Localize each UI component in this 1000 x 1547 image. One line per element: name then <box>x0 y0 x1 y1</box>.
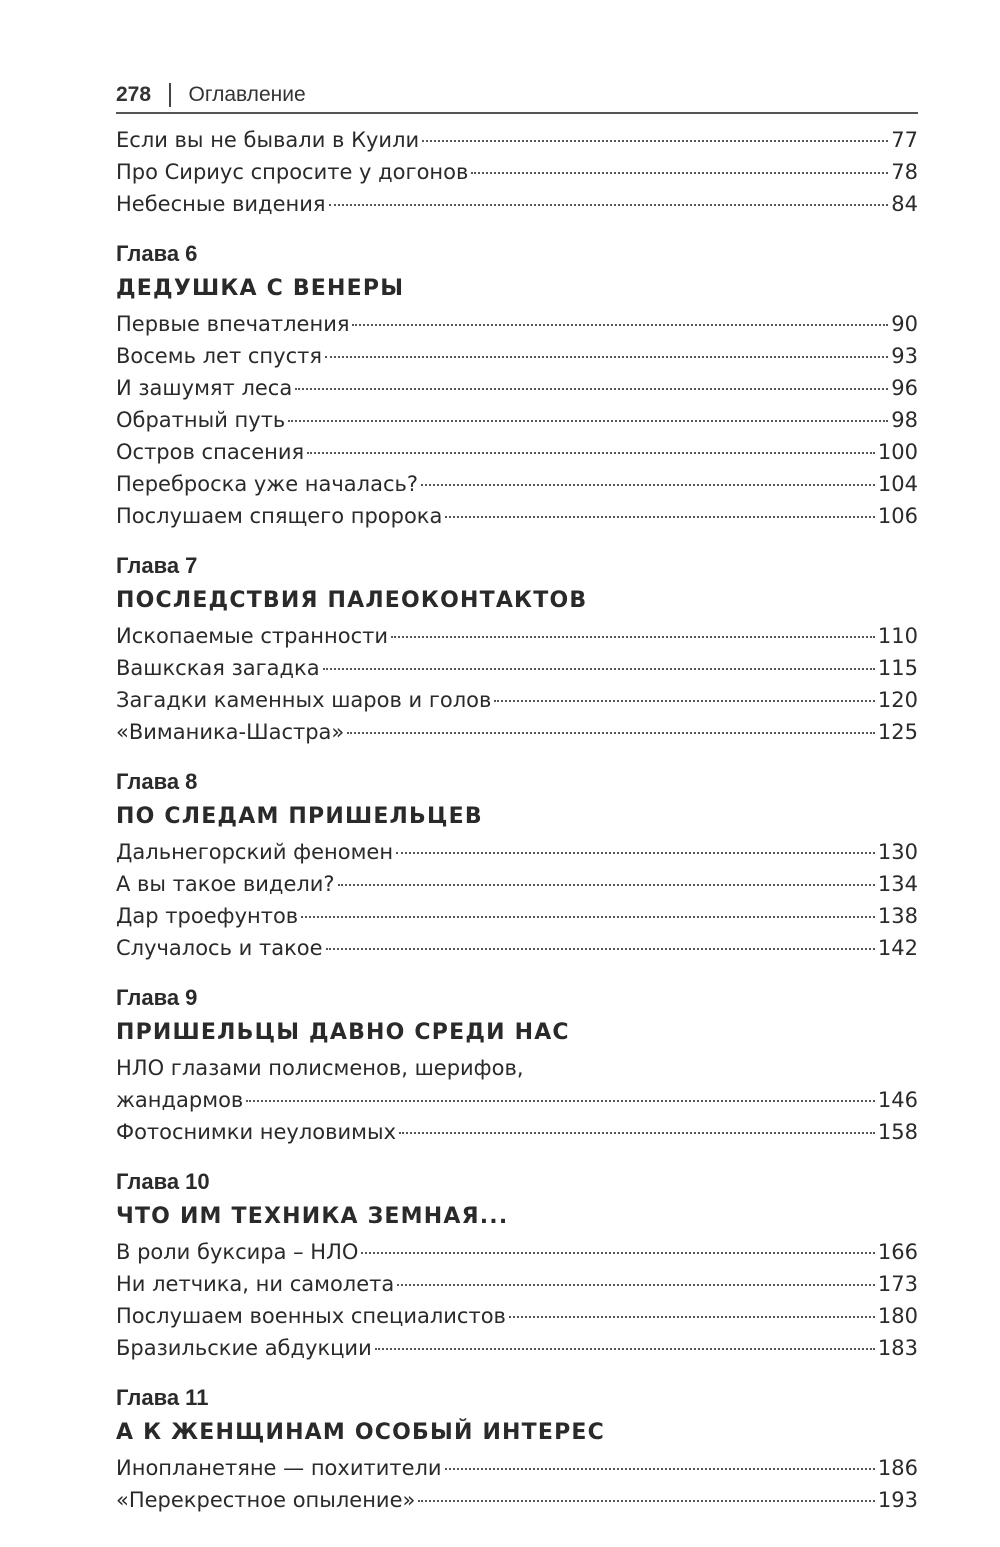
toc-entry-title: Ископаемые странности <box>116 624 389 648</box>
toc-entry <box>116 308 918 340</box>
dot-leader <box>325 356 888 358</box>
toc-entry-title: В роли буксира – НЛО <box>116 1240 359 1264</box>
header-rule <box>116 112 918 114</box>
toc-entry-title: Обратный путь <box>116 408 286 432</box>
toc-entry-title: Загадки каменных шаров и голов <box>116 688 492 712</box>
toc-entry <box>116 1236 918 1268</box>
toc-entry <box>116 1332 918 1364</box>
toc-entry-title: Восемь лет спустя <box>116 344 322 368</box>
toc-entry-title: А вы такое видели? <box>116 872 335 896</box>
section-title: Оглавление <box>188 83 306 106</box>
header-separator <box>169 83 171 107</box>
toc-entry <box>116 1116 918 1148</box>
toc-entry <box>116 404 918 436</box>
toc-entry-page: 106 <box>877 504 918 528</box>
toc-entry-title: Ни летчика, ни самолета <box>116 1272 395 1296</box>
toc-entry-page: 138 <box>877 904 918 928</box>
dot-leader <box>375 1348 875 1350</box>
chapter-title: А К ЖЕНЩИНАМ ОСОБЫЙ ИНТЕРЕС <box>116 1420 606 1445</box>
toc-entry-title: Послушаем военных специалистов <box>116 1304 506 1328</box>
toc-entry-page: 77 <box>891 128 918 152</box>
toc-entry-title: Случалось и такое <box>116 936 323 960</box>
toc-entry-page: 186 <box>877 1456 918 1480</box>
toc-entry-title: Про Сириус спросите у догонов <box>116 160 469 184</box>
toc-entry-title: «Перекрестное опыление» <box>116 1488 416 1512</box>
dot-leader <box>361 1252 874 1254</box>
toc-entry <box>116 900 918 932</box>
dot-leader <box>352 324 888 326</box>
toc-entry-title: Первые впечатления <box>116 312 350 336</box>
toc-entry-title: жандармов <box>116 1088 244 1112</box>
toc-entry <box>116 868 918 900</box>
toc-entry <box>116 468 918 500</box>
toc-entry <box>116 188 918 220</box>
chapter-label: Глава 7 <box>116 553 198 578</box>
dot-leader <box>338 884 875 886</box>
dot-leader <box>399 1132 875 1134</box>
toc-entry-page: 134 <box>877 872 918 896</box>
toc-entry-page: 93 <box>891 344 918 368</box>
toc-entry-page: 96 <box>891 376 918 400</box>
toc-entry-page: 115 <box>877 656 918 680</box>
toc-entry <box>116 372 918 404</box>
toc-entry <box>116 932 918 964</box>
toc-entry-page: 193 <box>877 1488 918 1512</box>
dot-leader <box>301 916 875 918</box>
toc-entry <box>116 836 918 868</box>
dot-leader <box>246 1100 875 1102</box>
toc-entry <box>116 1300 918 1332</box>
dot-leader <box>494 700 875 702</box>
chapter-title: ПОСЛЕДСТВИЯ ПАЛЕОКОНТАКТОВ <box>116 588 588 613</box>
toc-entry-page: 90 <box>891 312 918 336</box>
dot-leader <box>422 140 888 142</box>
toc-entry <box>116 652 918 684</box>
toc-entry-title: Бразильские абдукции <box>116 1336 372 1360</box>
dot-leader <box>326 948 875 950</box>
toc-entry-page: 180 <box>877 1304 918 1328</box>
chapter-6 <box>116 238 918 532</box>
toc-entry <box>116 436 918 468</box>
dot-leader <box>445 516 875 518</box>
toc-entry-page: 183 <box>877 1336 918 1360</box>
toc-entry <box>116 1084 918 1116</box>
toc-entry-page: 84 <box>891 192 918 216</box>
toc-entry-title: Инопланетяне — похитители <box>116 1456 442 1480</box>
toc-entry-page: 166 <box>877 1240 918 1264</box>
dot-leader <box>323 668 875 670</box>
toc-entry-page: 100 <box>877 440 918 464</box>
chapter-label: Глава 8 <box>116 769 198 794</box>
dot-leader <box>396 852 875 854</box>
toc-entry-page: 98 <box>891 408 918 432</box>
chapter-title: ДЕДУШКА С ВЕНЕРЫ <box>116 276 405 301</box>
toc-entry-title: Небесные видения <box>116 192 326 216</box>
toc-entry-page: 125 <box>877 720 918 744</box>
toc-entry-page: 120 <box>877 688 918 712</box>
toc-entry <box>116 340 918 372</box>
chapter-title: ПО СЛЕДАМ ПРИШЕЛЬЦЕВ <box>116 804 483 829</box>
chapter-label: Глава 10 <box>116 1169 210 1194</box>
dot-leader <box>445 1468 875 1470</box>
dot-leader <box>391 636 875 638</box>
toc-entry <box>116 1452 918 1484</box>
toc-entry-page: 173 <box>877 1272 918 1296</box>
chapter-8 <box>116 766 918 964</box>
toc-entry-page: 78 <box>891 160 918 184</box>
dot-leader <box>471 172 888 174</box>
toc-entry-page: 110 <box>877 624 918 648</box>
chapter-11 <box>116 1382 918 1516</box>
toc-entry-title: «Виманика-Шастра» <box>116 720 345 744</box>
chapter-label: Глава 11 <box>116 1385 209 1410</box>
chapter-label: Глава 6 <box>116 241 198 266</box>
toc-entry-title: Послушаем спящего пророка <box>116 504 443 528</box>
page-number: 278 <box>116 83 152 106</box>
toc-entry-page: 130 <box>877 840 918 864</box>
toc-entry <box>116 684 918 716</box>
toc-entry-first-line: НЛО глазами полисменов, шерифов, <box>116 1056 524 1080</box>
toc-entry-title: Переброска уже началась? <box>116 472 419 496</box>
toc-entry-title: Вашкская загадка <box>116 656 320 680</box>
toc-entry <box>116 1484 918 1516</box>
toc-entry-page: 146 <box>877 1088 918 1112</box>
dot-leader <box>307 452 875 454</box>
table-of-contents <box>116 124 918 1516</box>
chapter-10 <box>116 1166 918 1364</box>
dot-leader <box>421 484 875 486</box>
toc-entry-title: Фотоснимки неуловимых <box>116 1120 397 1144</box>
running-header <box>116 78 918 112</box>
toc-entry <box>116 620 918 652</box>
toc-entry <box>116 716 918 748</box>
chapter-7 <box>116 550 918 748</box>
chapter-title: ПРИШЕЛЬЦЫ ДАВНО СРЕДИ НАС <box>116 1020 570 1045</box>
toc-entry-page: 158 <box>877 1120 918 1144</box>
toc-entry-title: Если вы не бывали в Куили <box>116 128 420 152</box>
toc-entry <box>116 500 918 532</box>
toc-entry <box>116 1268 918 1300</box>
dot-leader <box>347 732 875 734</box>
dot-leader <box>329 204 889 206</box>
chapter-9 <box>116 982 918 1148</box>
toc-entry <box>116 124 918 156</box>
dot-leader <box>418 1500 875 1502</box>
toc-entry-title: Дальнегорский феномен <box>116 840 394 864</box>
toc-entry-title: Остров спасения <box>116 440 305 464</box>
dot-leader <box>295 388 888 390</box>
toc-entry-title: Дар троефунтов <box>116 904 299 928</box>
toc-entry-page: 142 <box>877 936 918 960</box>
toc-entry-page: 104 <box>877 472 918 496</box>
chapter-title: ЧТО ИМ ТЕХНИКА ЗЕМНАЯ... <box>116 1204 509 1229</box>
dot-leader <box>288 420 888 422</box>
toc-entry-title: И зашумят леса <box>116 376 293 400</box>
dot-leader <box>509 1316 875 1318</box>
dot-leader <box>397 1284 875 1286</box>
chapter-label: Глава 9 <box>116 985 198 1010</box>
toc-entry <box>116 156 918 188</box>
